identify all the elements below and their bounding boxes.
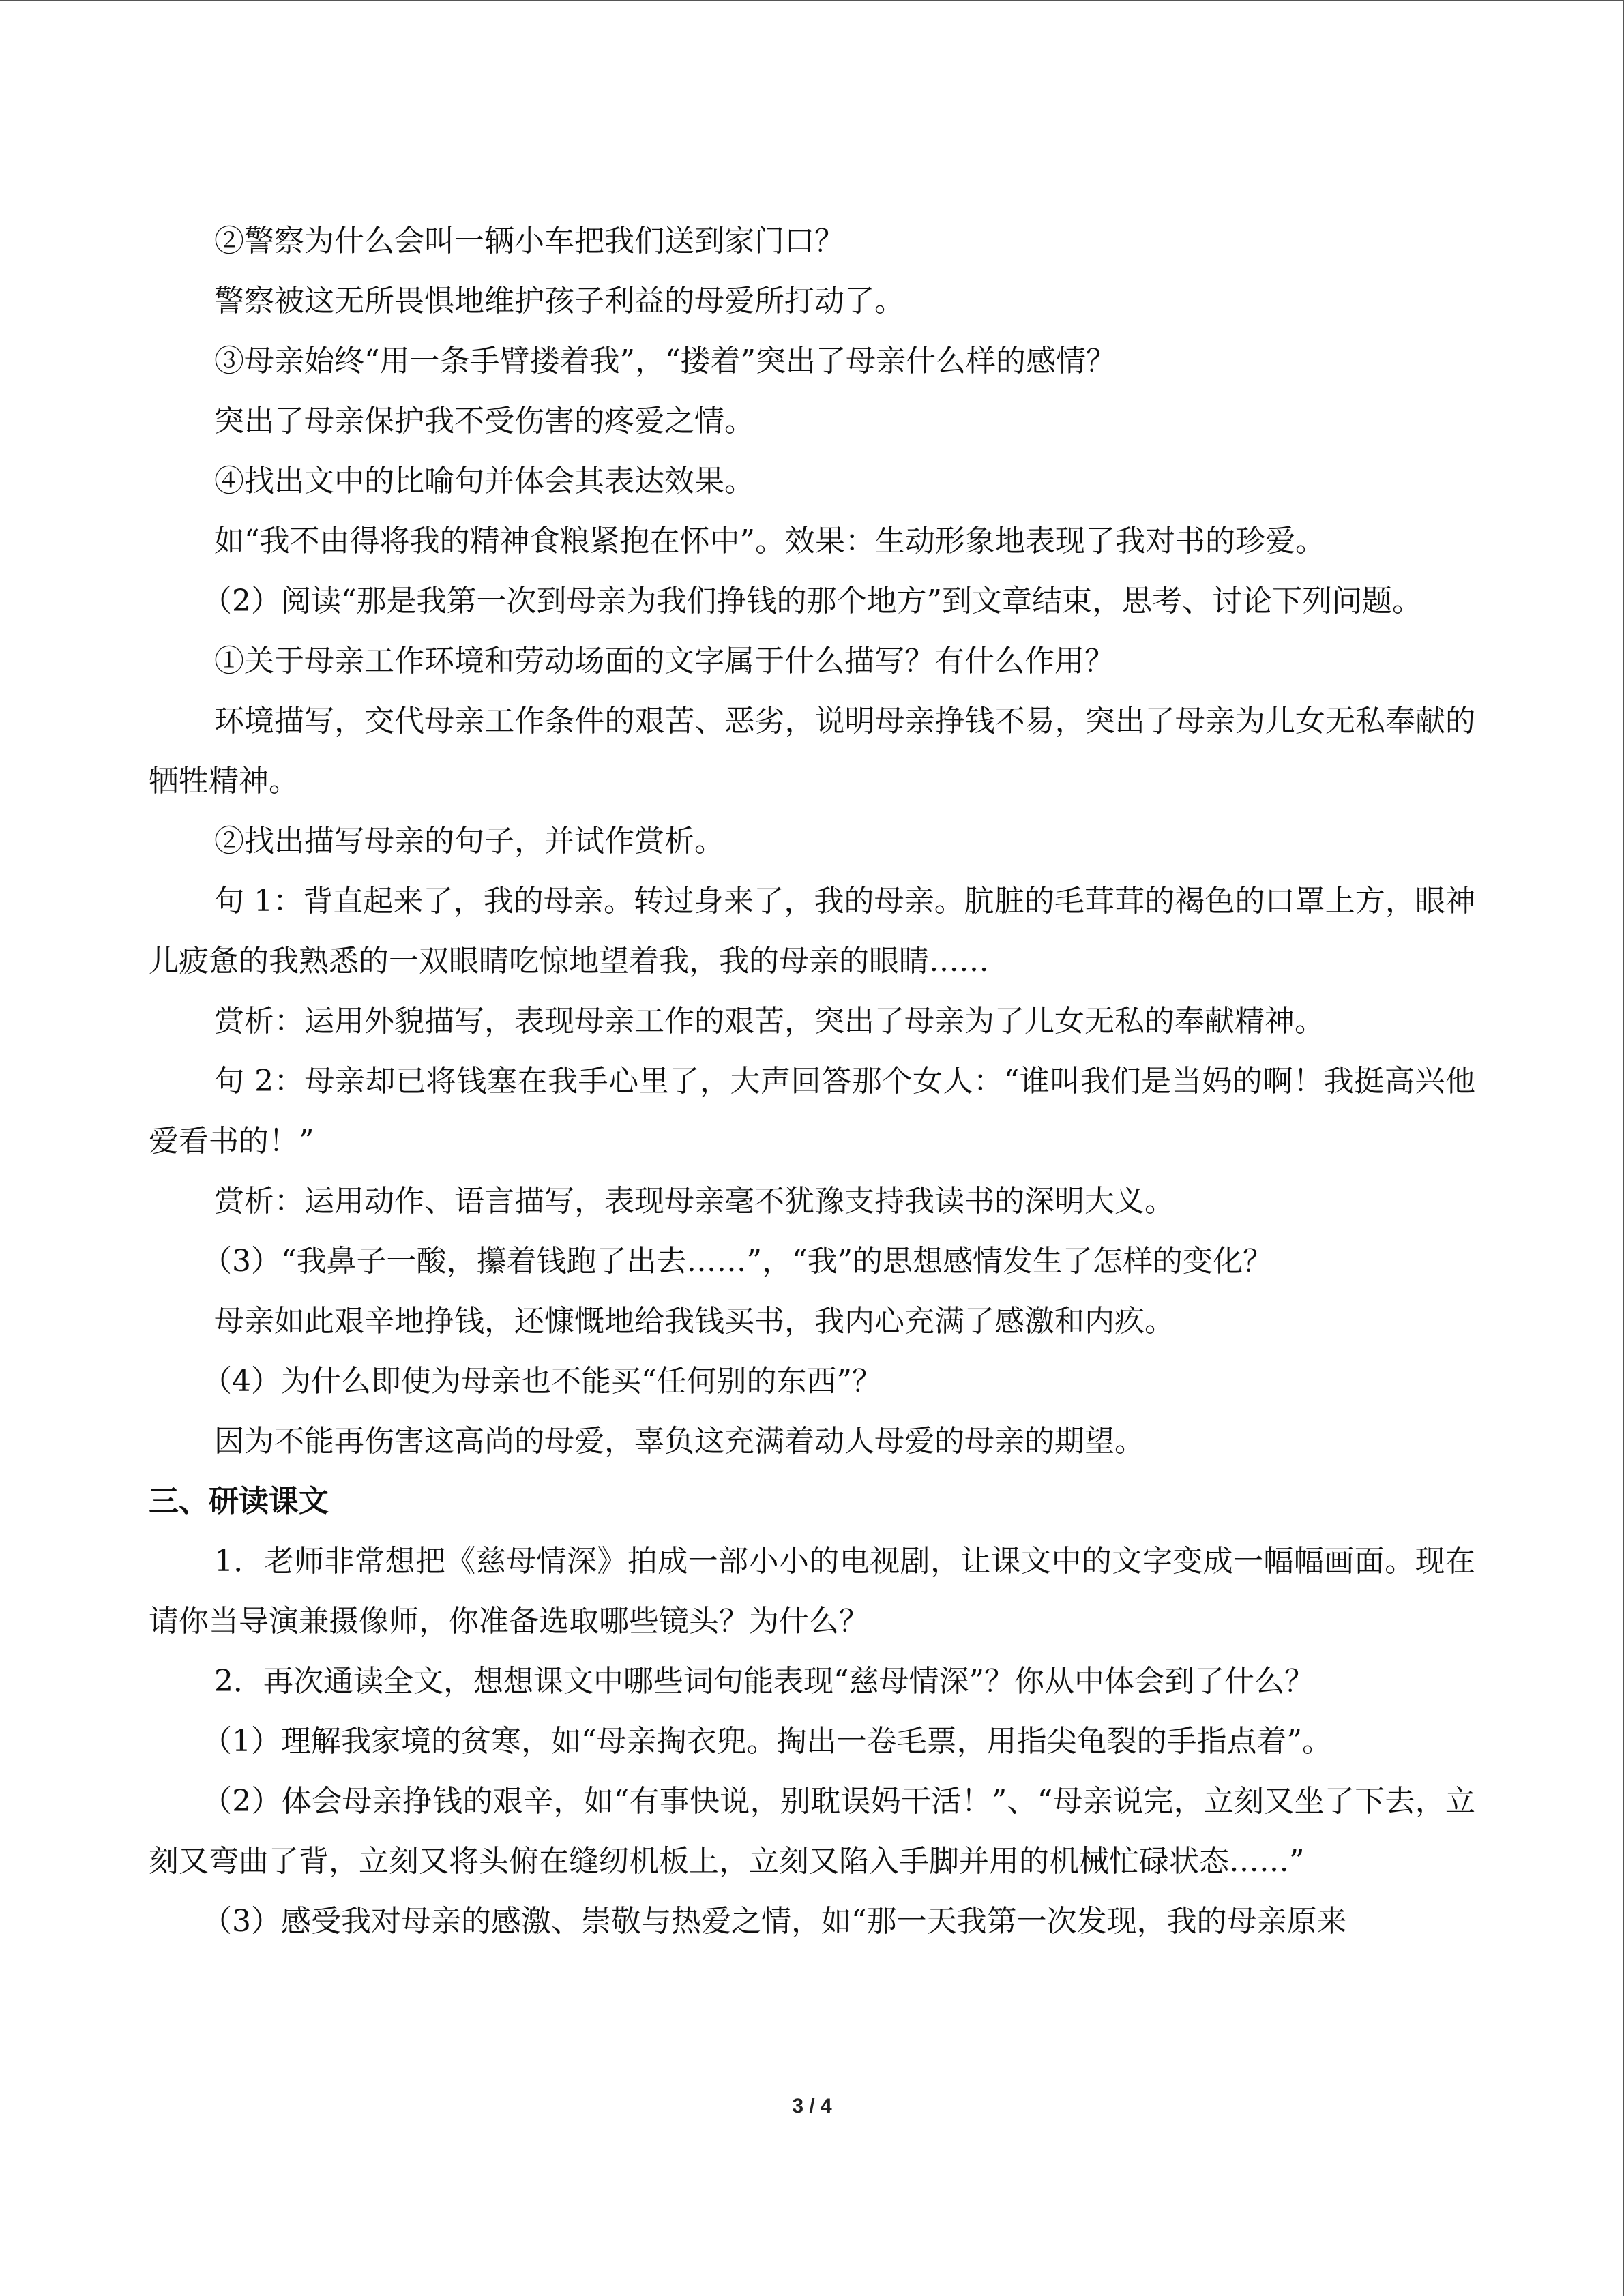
paragraph: （1）理解我家境的贫寒，如“母亲掏衣兜。掏出一卷毛票，用指尖龟裂的手指点着”。 [202, 1724, 1332, 1759]
paragraph: 1．老师非常想把《慈母情深》拍成一部小小的电视剧，让课文中的文字变成一幅幅画面。现在请你当导演兼摄像师，你准备选取哪些镜头？为什么？ [149, 1544, 1475, 1639]
paragraph: 句 1：背直起来了，我的母亲。转过身来了，我的母亲。肮脏的毛茸茸的褐色的口罩上方，眼神儿疲惫的我熟悉的一双眼睛吃惊地望着我，我的母亲的眼睛…… [149, 884, 1475, 979]
paragraph: 如“我不由得将我的精神食粮紧抱在怀中”。效果：生动形象地表现了我对书的珍爱。 [214, 524, 1325, 558]
paragraph: （3）“我鼻子一酸，攥着钱跑了出去……”，“我”的思想感情发生了怎样的变化？ [202, 1244, 1273, 1279]
paragraph: 突出了母亲保护我不受伤害的疼爱之情。 [214, 404, 754, 438]
paragraph: ②找出描写母亲的句子，并试作赏析。 [214, 824, 724, 859]
paragraph: ③母亲始终“用一条手臂搂着我”，“搂着”突出了母亲什么样的感情？ [214, 344, 1116, 378]
paragraph: 因为不能再伤害这高尚的母爱，辜负这充满着动人母爱的母亲的期望。 [214, 1424, 1145, 1459]
paragraph: 环境描写，交代母亲工作条件的艰苦、恶劣，说明母亲挣钱不易，突出了母亲为儿女无私奉献的牺牲精神。 [149, 704, 1475, 799]
document-body [149, 211, 1475, 1952]
paragraph: ④找出文中的比喻句并体会其表达效果。 [214, 464, 754, 498]
paragraph: ①关于母亲工作环境和劳动场面的文字属于什么描写？有什么作用？ [214, 644, 1114, 679]
paragraph: ②警察为什么会叫一辆小车把我们送到家门口？ [214, 224, 844, 258]
paragraph: 赏析：运用外貌描写，表现母亲工作的艰苦，突出了母亲为了儿女无私的奉献精神。 [214, 1004, 1325, 1039]
page-number: 3 / 4 [792, 2095, 832, 2117]
section-heading: 三、研读课文 [149, 1484, 329, 1519]
paragraph: 母亲如此艰辛地挣钱，还慷慨地给我钱买书，我内心充满了感激和内疚。 [214, 1304, 1175, 1339]
paragraph: 句 2：母亲却已将钱塞在我手心里了，大声回答那个女人：“谁叫我们是当妈的啊！我挺高兴他爱看书的！” [149, 1064, 1475, 1159]
paragraph: （2）体会母亲挣钱的艰辛，如“有事快说，别耽误妈干活！”、“母亲说完，立刻又坐了下去，立刻又弯曲了背，立刻又将头俯在缝纫机板上，立刻又陷入手脚并用的机械忙碌状态……” [149, 1784, 1475, 1879]
paragraph: （3）感受我对母亲的感激、崇敬与热爱之情，如“那一天我第一次发现，我的母亲原来 [202, 1904, 1347, 1939]
paragraph: 赏析：运用动作、语言描写，表现母亲毫不犹豫支持我读书的深明大义。 [214, 1184, 1175, 1219]
paragraph: 2．再次通读全文，想想课文中哪些词句能表现“慈母情深”？你从中体会到了什么？ [214, 1664, 1314, 1699]
paragraph: （2）阅读“那是我第一次到母亲为我们挣钱的那个地方”到文章结束，思考、讨论下列问题。 [202, 584, 1422, 618]
paragraph: （4）为什么即使为母亲也不能买“任何别的东西”？ [202, 1364, 882, 1399]
paragraph: 警察被这无所畏惧地维护孩子利益的母爱所打动了。 [214, 284, 904, 318]
